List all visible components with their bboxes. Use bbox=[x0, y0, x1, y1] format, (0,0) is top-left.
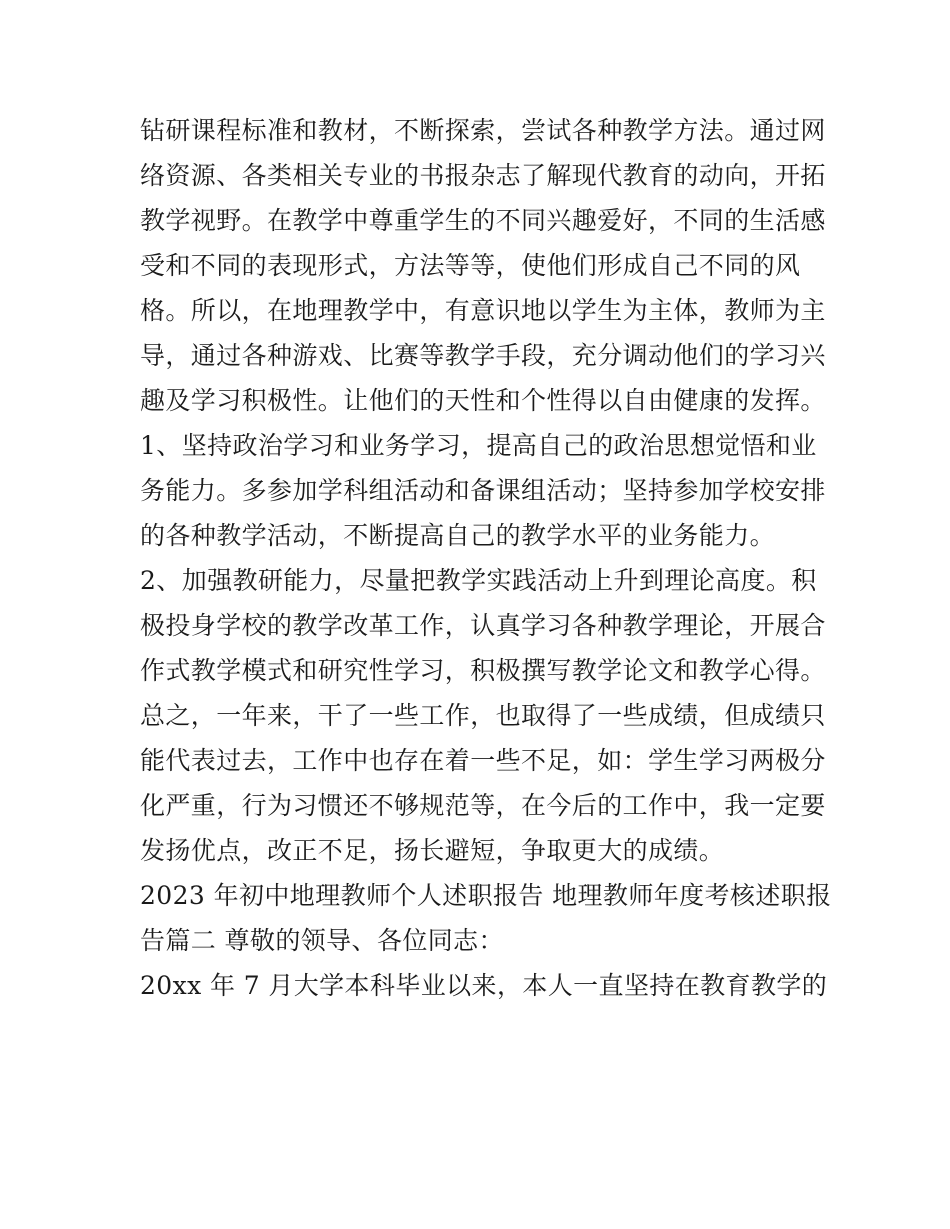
text-line: 络资源、各类相关专业的书报杂志了解现代教育的动向，开拓 bbox=[140, 161, 826, 190]
section-heading-line: 2023 年初中地理教师个人述职报告 地理教师年度考核述职报 bbox=[140, 881, 832, 910]
text-line: 发扬优点，改正不足，扬长避短，争取更大的成绩。 bbox=[140, 836, 725, 865]
text-line: 能代表过去，工作中也存在着一些不足，如：学生学习两极分 bbox=[140, 746, 826, 775]
text-line: 化严重，行为习惯还不够规范等，在今后的工作中，我一定要 bbox=[140, 791, 826, 820]
text-line: 2、加强教研能力，尽量把教学实践活动上升到理论高度。积 bbox=[140, 566, 817, 595]
text-line: 教学视野。在教学中尊重学生的不同兴趣爱好，不同的生活感 bbox=[140, 206, 826, 235]
body-text bbox=[140, 108, 832, 1008]
text-line: 导，通过各种游戏、比赛等教学手段，充分调动他们的学习兴 bbox=[140, 341, 826, 370]
text-line: 20xx 年 7 月大学本科毕业以来，本人一直坚持在教育教学的 bbox=[140, 971, 828, 1000]
text-line: 格。所以，在地理教学中，有意识地以学生为主体，教师为主 bbox=[140, 296, 826, 325]
text-line: 务能力。多参加学科组活动和备课组活动；坚持参加学校安排 bbox=[140, 476, 826, 505]
text-line: 总之，一年来，干了一些工作，也取得了一些成绩，但成绩只 bbox=[140, 701, 826, 730]
text-line: 受和不同的表现形式，方法等等，使他们形成自己不同的风 bbox=[140, 251, 801, 280]
text-line: 作式教学模式和研究性学习，积极撰写教学论文和教学心得。 bbox=[140, 656, 826, 685]
section-heading-line: 告篇二 尊敬的领导、各位同志： bbox=[140, 926, 504, 955]
text-line: 1、坚持政治学习和业务学习，提高自己的政治思想觉悟和业 bbox=[140, 431, 817, 460]
text-line: 钻研课程标准和教材，不断探索，尝试各种教学方法。通过网 bbox=[140, 116, 826, 145]
text-line: 趣及学习积极性。让他们的天性和个性得以自由健康的发挥。 bbox=[140, 386, 826, 415]
text-line: 极投身学校的教学改革工作，认真学习各种教学理论，开展合 bbox=[140, 611, 826, 640]
text-line: 的各种教学活动，不断提高自己的教学水平的业务能力。 bbox=[140, 521, 776, 550]
